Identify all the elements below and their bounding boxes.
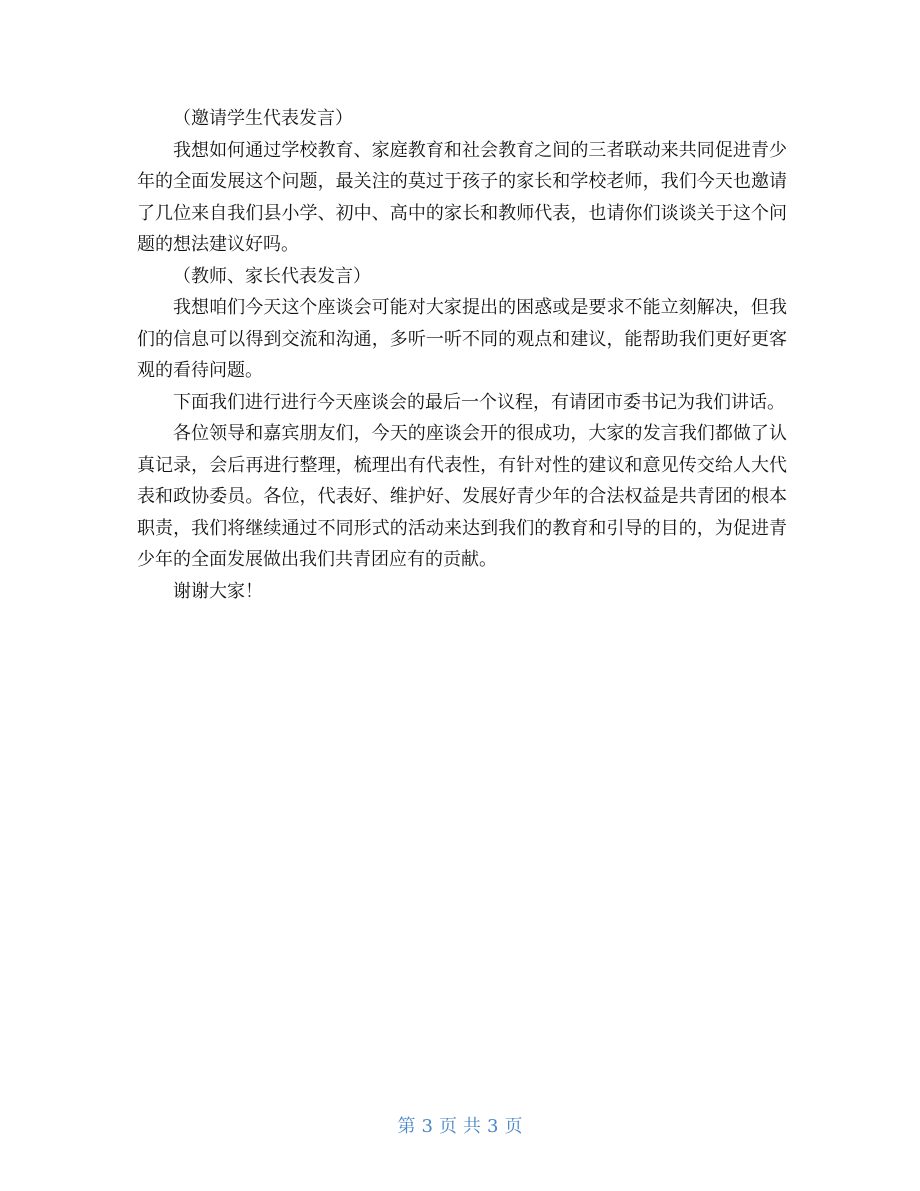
paragraph-three-way-education: 我想如何通过学校教育、家庭教育和社会教育之间的三者联动来共同促进青少年的全面发展这个问题，最关注的莫过于孩子的家长和学校老师，我们今天也邀请了几位来自我们县小学、初中、高中的家长和教师代表，也请你们谈谈关于这个问题的想法建议好吗。 xyxy=(137,139,787,255)
footer-total-pages: 3 xyxy=(487,1116,499,1137)
document-body xyxy=(137,103,787,607)
footer-page-label: 页 xyxy=(439,1116,457,1137)
footer-prefix: 第 xyxy=(397,1116,416,1137)
paragraph-exchange-views: 我想咱们今天这个座谈会可能对大家提出的困惑或是要求不能立刻解决，但我们的信息可以得到交流和沟通，多听一听不同的观点和建议，能帮助我们更好更客观的看待问题。 xyxy=(137,297,787,381)
page-footer xyxy=(0,1112,920,1138)
paragraph-closing-remarks: 各位领导和嘉宾朋友们，今天的座谈会开的很成功，大家的发言我们都做了认真记录，会后再进行整理，梳理出有代表性，有针对性的建议和意见传交给人大代表和政协委员。各位，代表好、维护好、发展好青少年的合法权益是共青团的根本职责，我们将继续通过不同形式的活动来达到我们的教育和引导的目的，为促进青少年的全面发展做出我们共青团应有的贡献。 xyxy=(137,423,787,570)
paragraph-final-agenda: 下面我们进行进行今天座谈会的最后一个议程，有请团市委书记为我们讲话。 xyxy=(173,391,785,413)
paragraph-student-invite: （邀请学生代表发言） xyxy=(173,108,353,129)
footer-total-prefix: 共 xyxy=(463,1116,481,1137)
footer-current-page: 3 xyxy=(421,1116,433,1137)
footer-total-label: 页 xyxy=(504,1116,523,1137)
paragraph-thanks: 谢谢大家！ xyxy=(173,580,263,602)
paragraph-teacher-parent-speech: （教师、家长代表发言） xyxy=(173,265,371,287)
